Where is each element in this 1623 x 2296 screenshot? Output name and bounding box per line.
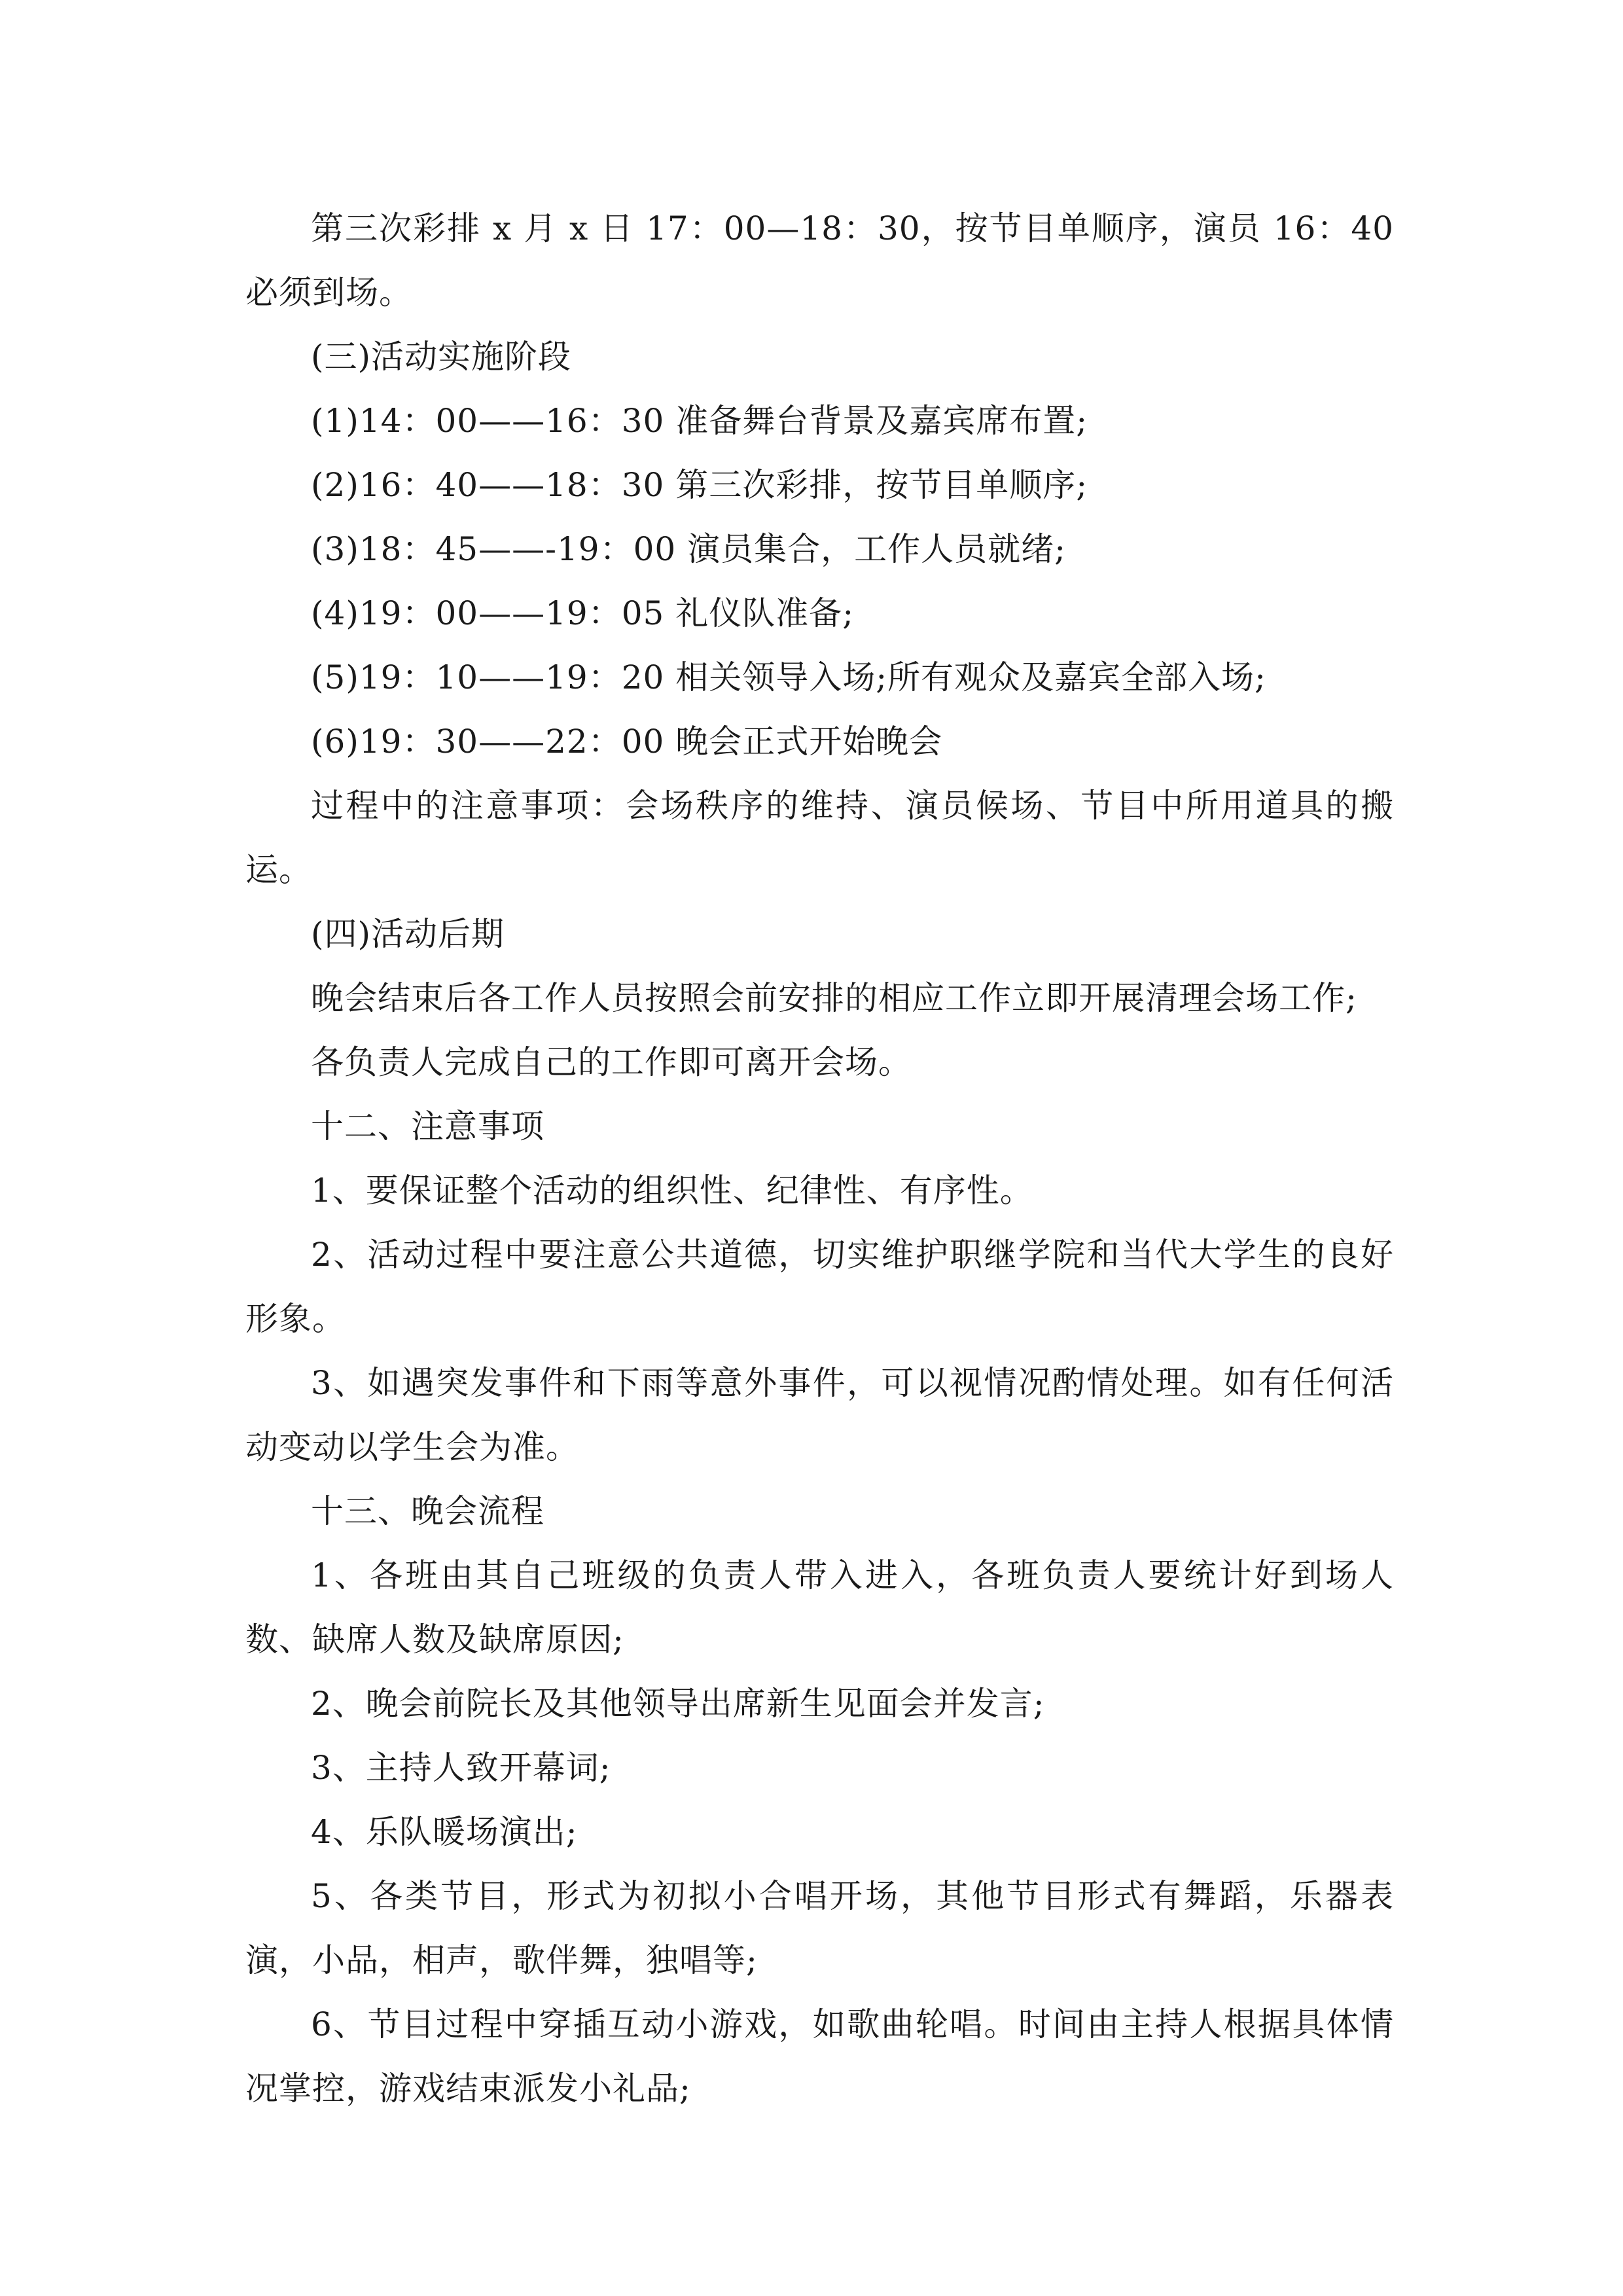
paragraph-rehearsal-3: 第三次彩排 x 月 x 日 17：00—18：30，按节目单顺序，演员 16：40 必须到场。 — [245, 209, 1394, 312]
schedule-item-2: (2)16：40——18：30 第三次彩排，按节目单顺序; — [311, 466, 1088, 504]
schedule-item-3: (3)18：45——-19：00 演员集合，工作人员就绪; — [311, 530, 1066, 568]
schedule-item-4: (4)19：00——19：05 礼仪队准备; — [311, 594, 855, 632]
flow-item-2: 2、晚会前院长及其他领导出席新生见面会并发言; — [311, 1685, 1045, 1723]
flow-item-4: 4、乐队暖场演出; — [311, 1813, 578, 1851]
paragraph-cleanup: 晚会结束后各工作人员按照会前安排的相应工作立即开展清理会场工作; — [311, 979, 1357, 1017]
heading-section-12: 十二、注意事项 — [311, 1107, 544, 1145]
flow-item-6: 6、节目过程中穿插互动小游戏，如歌曲轮唱。时间由主持人根据具体情况掌控，游戏结束派发小礼品; — [245, 2005, 1394, 2108]
note-item-1: 1、要保证整个活动的组织性、纪律性、有序性。 — [311, 1172, 1033, 1210]
paragraph-process-notes: 过程中的注意事项：会场秩序的维持、演员候场、节目中所用道具的搬运。 — [245, 787, 1394, 889]
heading-post-activity: (四)活动后期 — [311, 915, 505, 953]
paragraph-leave-venue: 各负责人完成自己的工作即可离开会场。 — [311, 1043, 912, 1081]
flow-item-5: 5、各类节目，形式为初拟小合唱开场，其他节目形式有舞蹈，乐器表演，小品，相声，歌伴舞，独唱等; — [245, 1877, 1394, 1979]
schedule-item-6: (6)19：30——22：00 晚会正式开始晚会 — [311, 723, 943, 761]
flow-item-3: 3、主持人致开幕词; — [311, 1749, 611, 1787]
note-item-2: 2、活动过程中要注意公共道德，切实维护职继学院和当代大学生的良好形象。 — [245, 1236, 1394, 1338]
flow-item-1: 1、各班由其自己班级的负责人带入进入，各班负责人要统计好到场人数、缺席人数及缺席原因; — [245, 1556, 1394, 1659]
schedule-item-5: (5)19：10——19：20 相关领导入场;所有观众及嘉宾全部入场; — [311, 658, 1266, 696]
document-body — [245, 196, 1394, 2121]
note-item-3: 3、如遇突发事件和下雨等意外事件，可以视情况酌情处理。如有任何活动变动以学生会为准。 — [245, 1364, 1394, 1466]
schedule-item-1: (1)14：00——16：30 准备舞台背景及嘉宾席布置; — [311, 402, 1088, 440]
heading-implementation-stage: (三)活动实施阶段 — [311, 338, 572, 376]
heading-section-13: 十三、晚会流程 — [311, 1492, 544, 1530]
